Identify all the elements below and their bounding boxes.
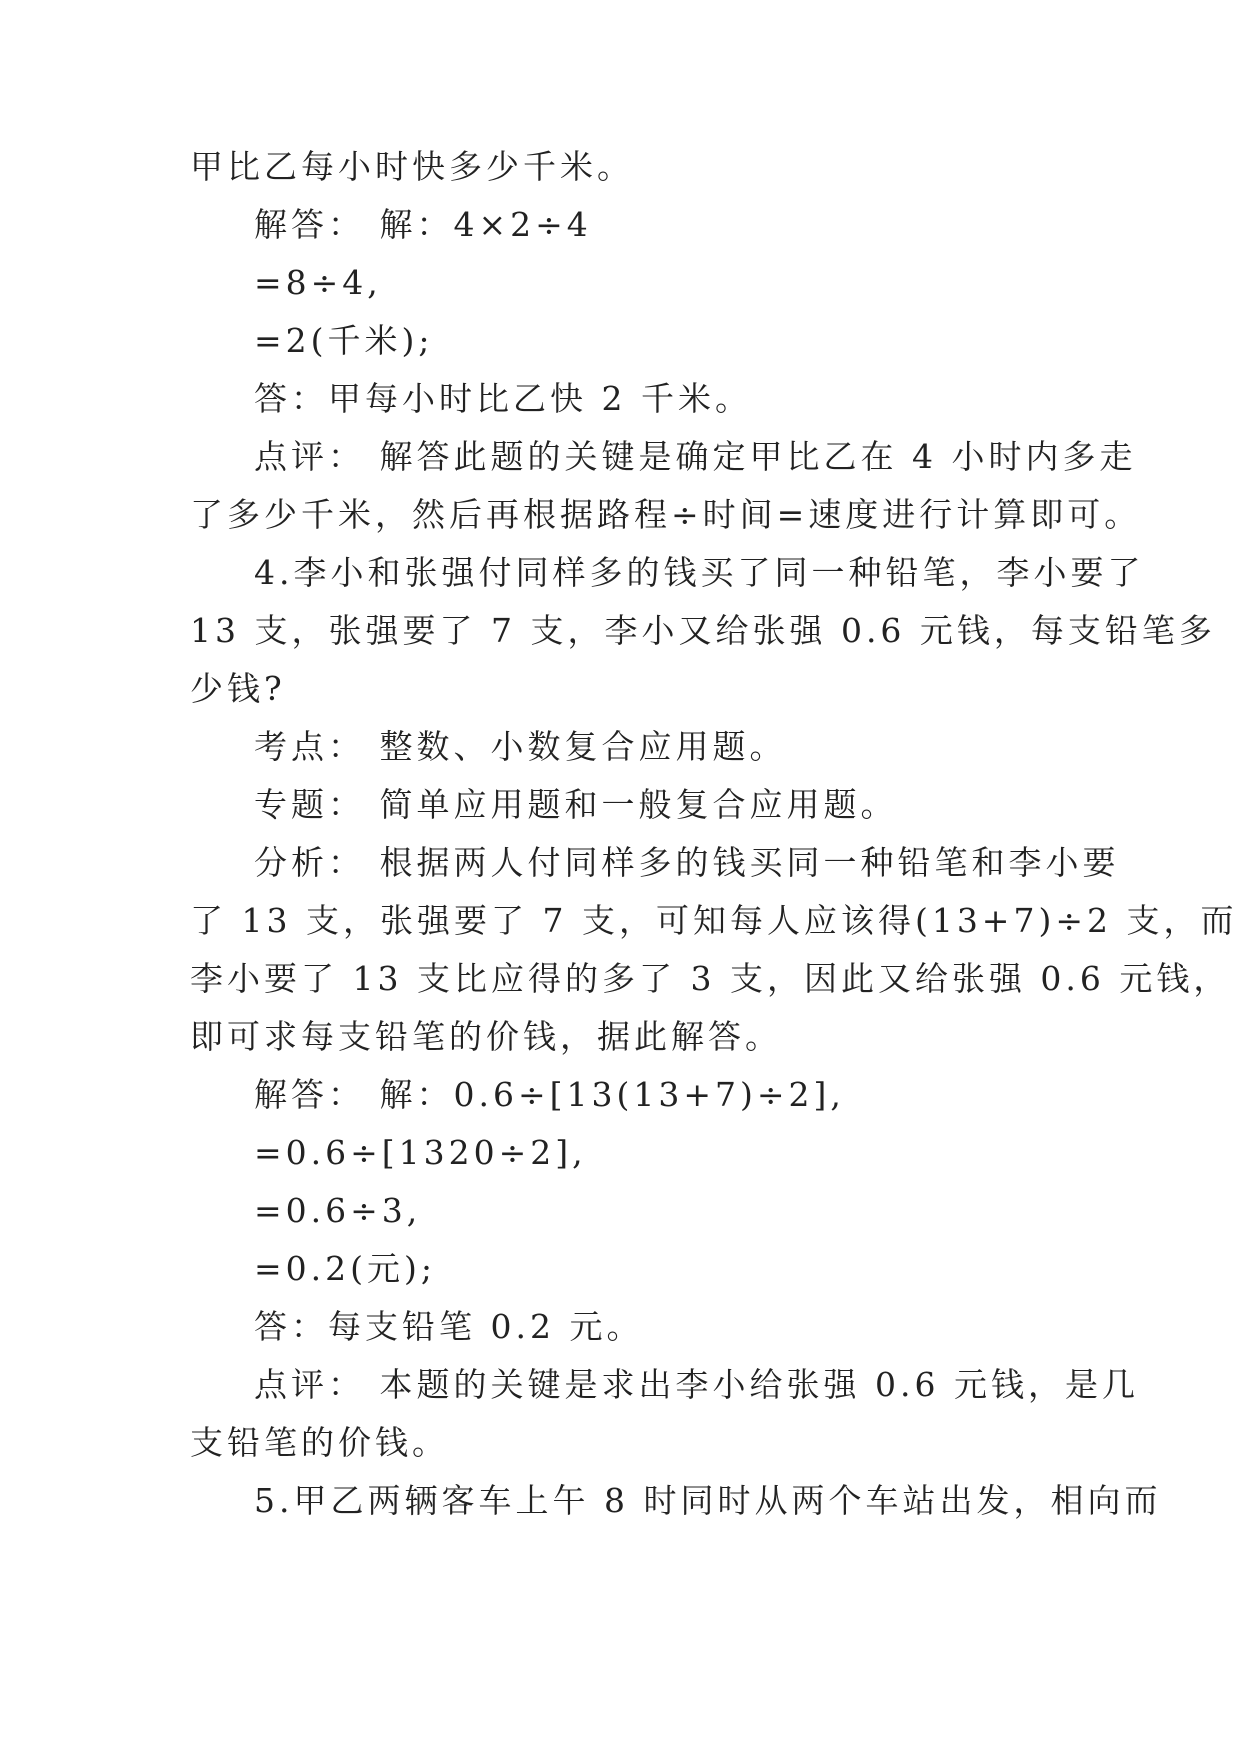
- text-line: =0.6÷[1320÷2],: [254, 1133, 587, 1172]
- text-line: 专题： 简单应用题和一般复合应用题。: [254, 785, 898, 824]
- text-line: 答：每支铅笔 0.2 元。: [254, 1307, 644, 1346]
- text-line: 李小要了 13 支比应得的多了 3 支，因此又给张强 0.6 元钱，: [190, 959, 1231, 998]
- text-line: 4.李小和张强付同样多的钱买了同一种铅笔，李小要了: [254, 553, 1145, 592]
- text-line: 即可求每支铅笔的价钱，据此解答。: [190, 1017, 782, 1056]
- text-line: 13 支，张强要了 7 支，李小又给张强 0.6 元钱，每支铅笔多: [190, 611, 1216, 650]
- text-line: 考点： 整数、小数复合应用题。: [254, 727, 787, 766]
- text-line: 少钱?: [190, 669, 286, 708]
- text-line: =2(千米);: [254, 321, 434, 360]
- text-line: 点评： 本题的关键是求出李小给张强 0.6 元钱，是几: [254, 1365, 1139, 1404]
- text-line: 5.甲乙两辆客车上午 8 时同时从两个车站出发，相向而: [254, 1481, 1162, 1520]
- text-line: 甲比乙每小时快多少千米。: [190, 147, 634, 186]
- text-line: =0.6÷3,: [254, 1191, 422, 1230]
- text-line: 解答： 解：4×2÷4: [254, 205, 592, 244]
- text-line: =0.2(元);: [254, 1249, 436, 1288]
- text-line: 答：甲每小时比乙快 2 千米。: [254, 379, 752, 418]
- text-line: 点评： 解答此题的关键是确定甲比乙在 4 小时内多走: [254, 437, 1137, 476]
- text-line: 支铅笔的价钱。: [190, 1423, 449, 1462]
- text-line: 了 13 支，张强要了 7 支，可知每人应该得(13+7)÷2 支，而: [190, 901, 1238, 940]
- text-line: 了多少千米，然后再根据路程÷时间=速度进行计算即可。: [190, 495, 1142, 534]
- text-line: =8÷4,: [254, 263, 382, 302]
- text-line: 分析： 根据两人付同样多的钱买同一种铅笔和李小要: [254, 843, 1120, 882]
- text-line: 解答： 解：0.6÷[13(13+7)÷2],: [254, 1075, 845, 1114]
